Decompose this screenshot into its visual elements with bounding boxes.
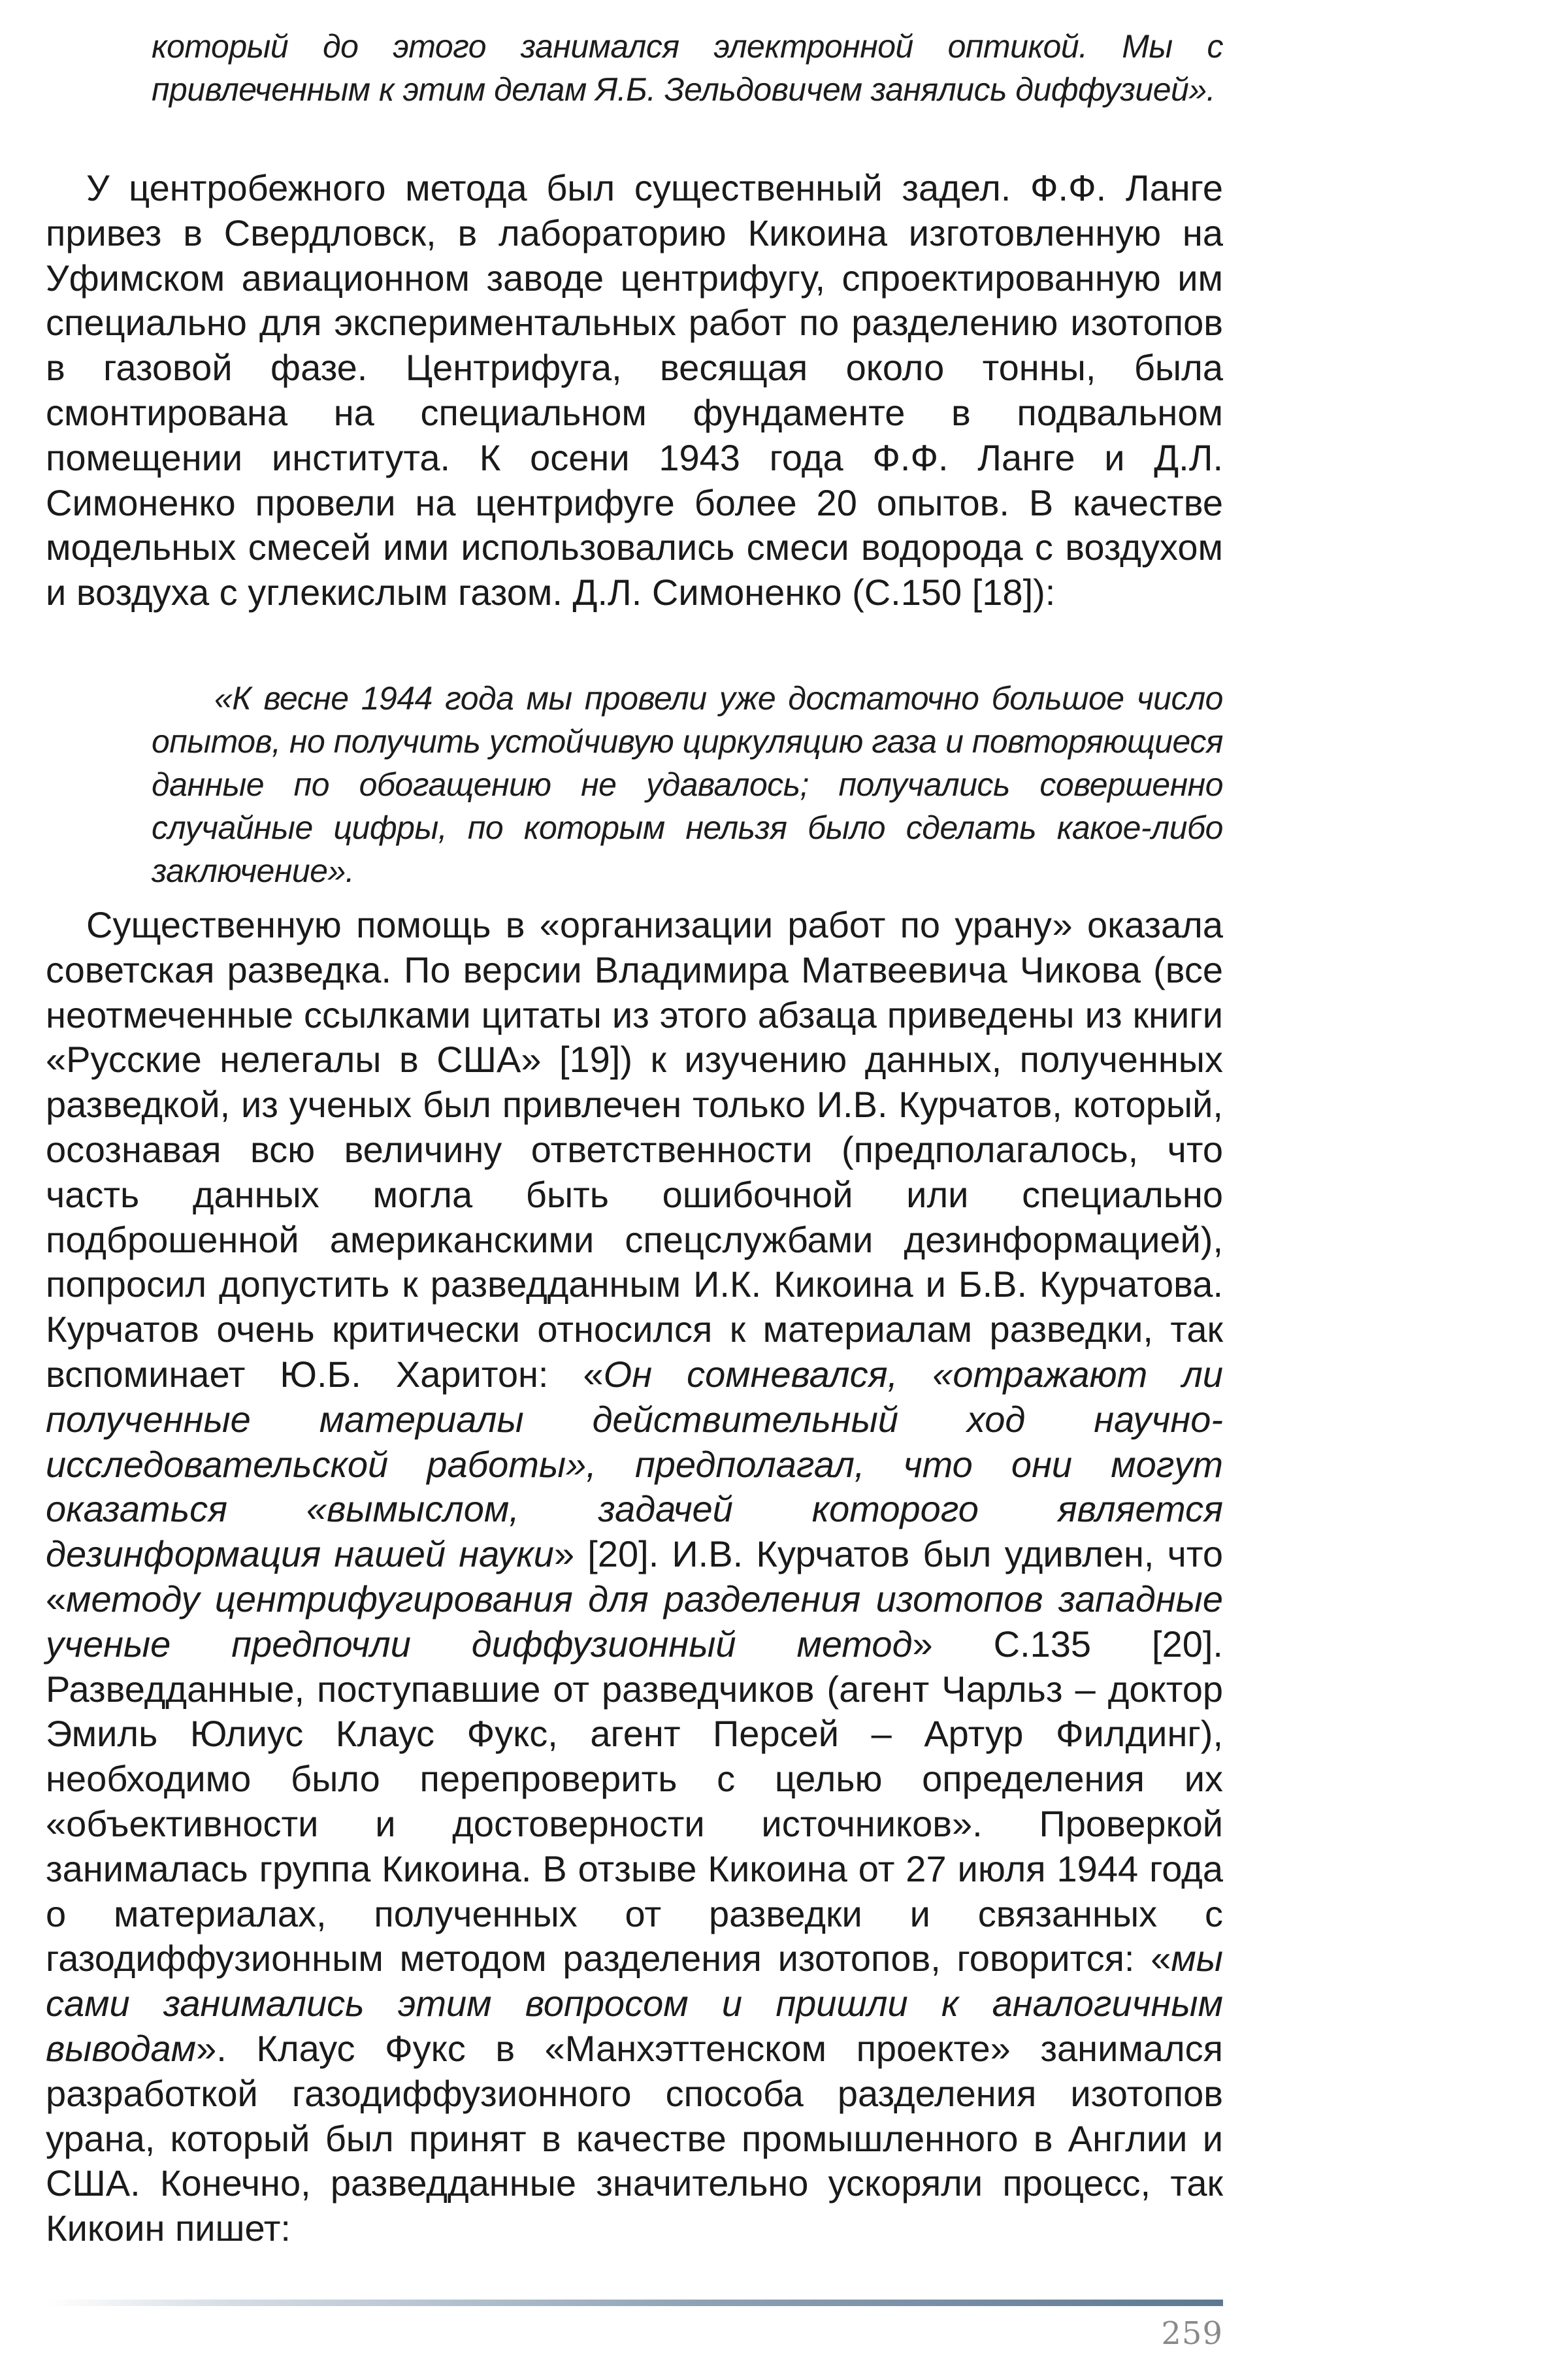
text-run: ». Клаус Фукс в «Манхэттенском проекте» занимался разработкой газодиффузионного способа разделения изотопов урана, который был принят в качестве промышленного в Англии и США. Конечно, разведданные значительно ускоряли процесс, так Кикоин пишет: bbox=[46, 2027, 1223, 2249]
body-paragraph-centrifuge bbox=[46, 166, 1223, 615]
italic-quote: методу центрифугирования для разделения изотопов западные ученые предпочли диффузионный метод bbox=[46, 1578, 1223, 1665]
text-run: » С.135 [20]. Разведданные, поступавшие от разведчиков (агент Чарльз – доктор Эмиль Юлиус Клаус Фукс, агент Персей – Артур Филдинг), необходимо было перепроверить с целью определения их «объективности и достоверности источников». Проверкой занималась группа Кикоина. В отзыве Кикоина от 27 июля 1944 года о материалах, полученных от разведки и связанных с газодиффузионным методом разделения изотопов, говорится: « bbox=[46, 1623, 1223, 1979]
body-paragraph-intelligence bbox=[46, 903, 1223, 2251]
page-number: 259 bbox=[1161, 2315, 1223, 2352]
paragraph-text: У центробежного метода был существенный задел. Ф.Ф. Ланге привез в Свердловск, в лабораторию Кикоина изготовленную на Уфимском авиационном заводе центрифугу, спроектированную им специально для экспериментальных работ по разделению изотопов в газовой фазе. Центрифуга, весящая около тонны, была смонтирована на специальном фундаменте в подвальном помещении института. К осени 1943 года Ф.Ф. Ланге и Д.Л. Симоненко провели на центрифуге более 20 опытов. В качестве модельных смесей ими использовались смеси водорода с воздухом и воздуха с углекислым газом. Д.Л. Симоненко (С.150 [18]): bbox=[46, 167, 1223, 613]
italic-quote: Он сомневался, «отражают ли полученные материалы действительный ход научно-исследовательской работы», предполагал, что они могут оказаться «вымыслом, задачей которого является дезинформация нашей науки bbox=[46, 1353, 1223, 1575]
block-quote-continuation bbox=[152, 25, 1223, 111]
footer-rule bbox=[46, 2300, 1223, 2306]
text-run: Существенную помощь в «организации работ по урану» оказала советская разведка. По версии Владимира Матвеевича Чикова (все неотмеченные ссылками цитаты из этого абзаца приведены из книги «Русские нелегалы в США» [19]) к изучению данных, полученных разведкой, из ученых был привлечен только И.В. Курчатов, который, осознавая всю величину ответственности (предполагалось, что часть данных могла быть ошибочной или специально подброшенной американскими спецслужбами дезинформацией), попросил допустить к разведданным И.К. Кикоина и Б.В. Курчатова. Курчатов очень критически относился к материалам разведки, так вспоминает Ю.Б. Харитон: « bbox=[46, 904, 1223, 1395]
block-quote-text: «К весне 1944 года мы провели уже достаточно большое число опытов, но получить устойчивую циркуляцию газа и повторяющиеся данные по обогащению не удавалось; получались совершенно случайные цифры, по которым нельзя было сделать какое-либо заключение». bbox=[152, 680, 1223, 889]
paragraph-text bbox=[46, 903, 1223, 2251]
italic-quote: мы сами занимались этим вопросом и пришли к аналогичным выводам bbox=[46, 1938, 1223, 2069]
block-quote-simonenko bbox=[152, 677, 1223, 892]
block-quote-text: который до этого занимался электронной оптикой. Мы с привлеченным к этим делам Я.Б. Зельдовичем занялись диффузией». bbox=[152, 28, 1223, 108]
text-run: » [20]. И.В. Курчатов был удивлен, что « bbox=[46, 1533, 1224, 1619]
